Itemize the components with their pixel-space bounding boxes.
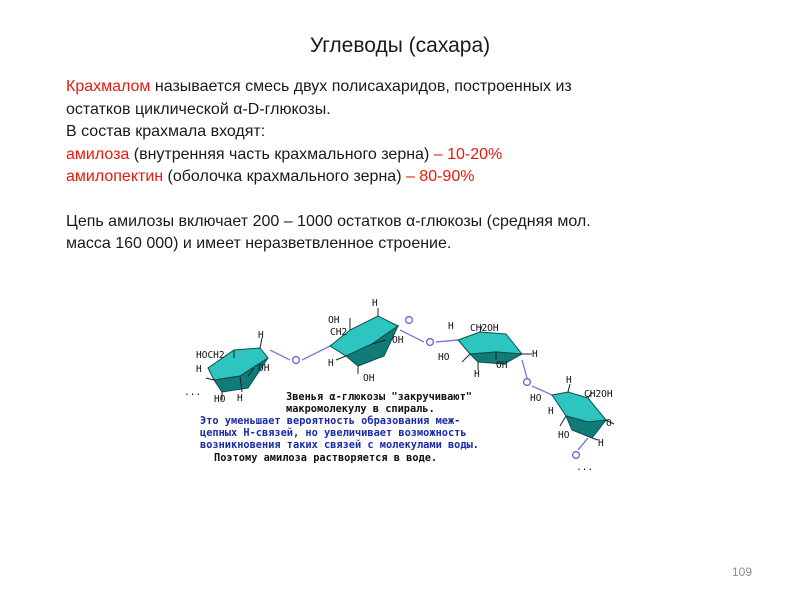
ring1-h-left-label: H bbox=[196, 364, 202, 375]
ring3-ho-label: HO bbox=[438, 352, 450, 363]
amylopectin-percent: – 80-90% bbox=[401, 168, 475, 185]
ring4-ho-label: HO bbox=[530, 393, 542, 404]
composition-intro: В состав крахмала входят: bbox=[66, 123, 266, 140]
glucose-ring-4 bbox=[530, 375, 614, 473]
chain-line-2: масса 160 000) и имеет неразветвленное строение. bbox=[66, 235, 452, 252]
ring4-h-top-label: H bbox=[566, 375, 572, 386]
slide-title: Углеводы (сахара) bbox=[309, 34, 491, 57]
amylopectin-description: (оболочка крахмального зерна) bbox=[163, 168, 402, 185]
chain-line-1: Цепь амилозы включает 200 – 1000 остатков α-глюкозы (средняя мол. bbox=[66, 212, 591, 230]
ring1-h-bottom-label: H bbox=[237, 393, 243, 404]
ring4-h-left-label: H bbox=[548, 406, 554, 417]
note-line-2: макромолекулу в спираль. bbox=[286, 403, 435, 415]
ring4-ch2oh-label: CH2OH bbox=[584, 389, 613, 400]
definition-text: называется смесь двух полисахаридов, построенных из bbox=[150, 78, 572, 95]
term-amylose: амилоза bbox=[66, 145, 130, 163]
ring2-oh-bottom-label: OH bbox=[363, 373, 375, 384]
slide-number: 109 bbox=[731, 565, 752, 579]
ring4-dots: ... bbox=[576, 462, 594, 473]
ring3-h-top-label: H bbox=[448, 321, 454, 332]
ring3-h-right-label: H bbox=[532, 349, 538, 360]
ring2-h-top-label: H bbox=[372, 298, 378, 309]
ring4-o-label: O bbox=[606, 418, 612, 429]
ring3-ch2oh-label: CH2OH bbox=[470, 323, 499, 334]
note-line-5: возникновения таких связей с молекулами воды. bbox=[200, 439, 479, 451]
ring1-hoch2-label: HOCH2 bbox=[196, 350, 225, 361]
term-amylopectin: амилопектин bbox=[66, 168, 164, 185]
ring2-oh-label: OH bbox=[392, 335, 404, 346]
ring2-h-left-label: H bbox=[328, 358, 334, 369]
ring2-oh-top-label: OH bbox=[328, 315, 340, 326]
ring1-h-label: H bbox=[258, 330, 264, 341]
ring4-h-bottom-label: H bbox=[598, 438, 604, 449]
ring2-ch2-label: CH2 bbox=[330, 327, 348, 338]
definition-line-2: остатков циклической α-D-глюкозы. bbox=[66, 100, 331, 118]
chain-continuation-dots: ... bbox=[184, 387, 202, 398]
ring4-ho-bottom-label: HO bbox=[558, 430, 570, 441]
amylose-description: (внутренняя часть крахмального зерна) bbox=[129, 145, 430, 163]
ring3-oh-label: OH bbox=[496, 360, 508, 371]
note-line-1: Звенья α-глюкозы "закручивают" bbox=[286, 391, 472, 403]
amylose-percent: – 10-20% bbox=[429, 145, 503, 163]
glucose-ring-1 bbox=[184, 330, 270, 405]
glucose-ring-3 bbox=[438, 321, 538, 380]
note-line-6: Поэтому амилоза растворяется в воде. bbox=[214, 452, 438, 464]
term-starch: Крахмалом bbox=[66, 78, 151, 95]
note-line-4: цепных Н-связей, но увеличивает возможность bbox=[200, 427, 467, 439]
ring1-oh-label: OH bbox=[258, 363, 270, 374]
note-line-3: Это уменьшает вероятность образования меж- bbox=[200, 415, 461, 427]
ring1-ho-label: HO bbox=[214, 394, 226, 405]
ring3-h-bottom-label: H bbox=[474, 369, 480, 380]
glucose-ring-2 bbox=[328, 298, 404, 384]
